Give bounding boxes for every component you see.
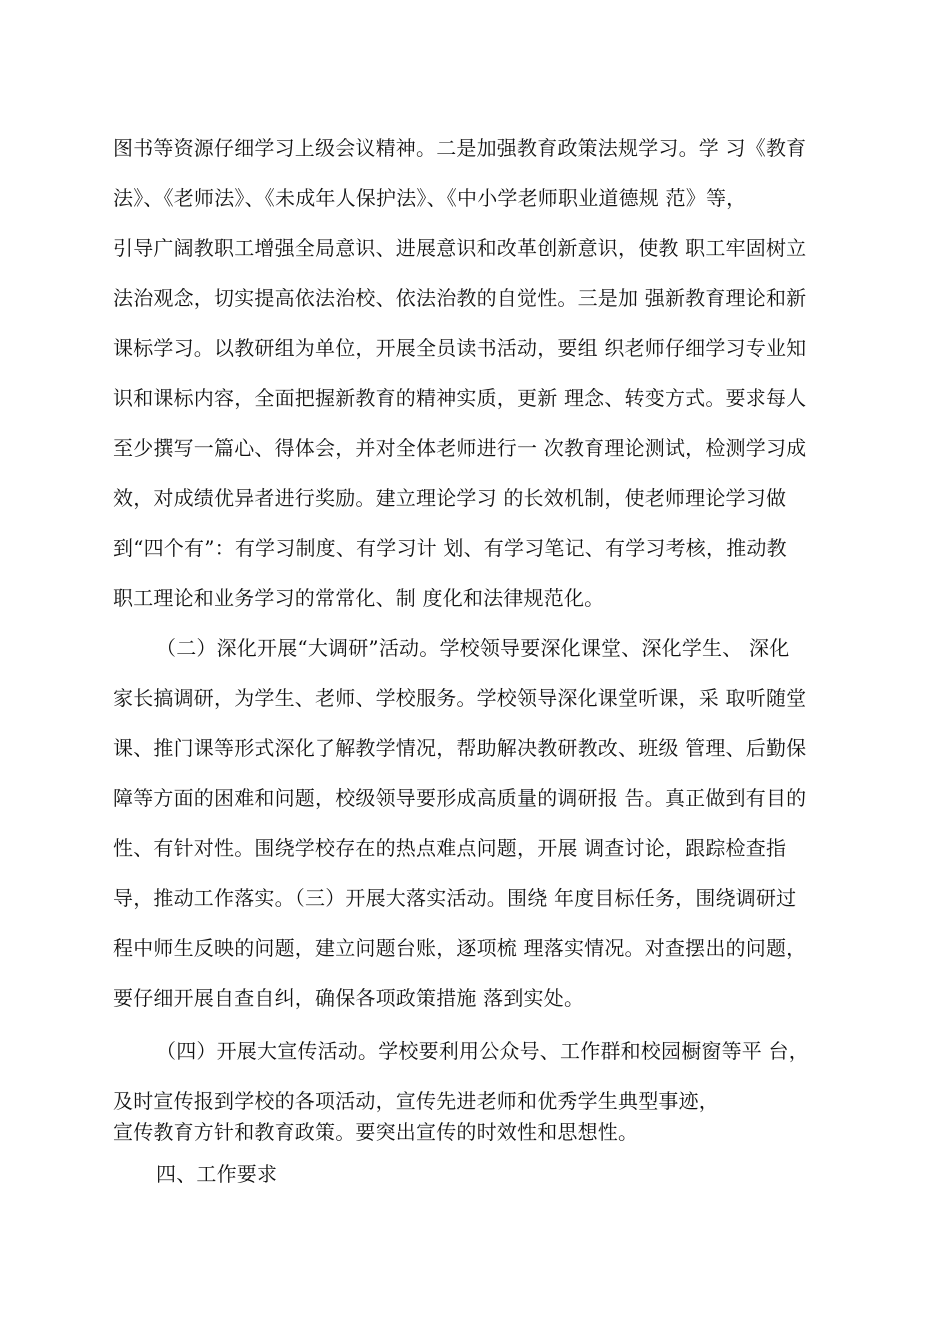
text-line: 图书等资源仔细学习上级会议精神。二是加强教育政策法规学习。学 习《教育 — [113, 136, 807, 160]
text-line: 导，推动工作落实。（三）开展大落实活动。围绕 年度目标任务，围绕调研过 — [113, 886, 797, 910]
text-line: 识和课标内容，全面把握新教育的精神实质，更新 理念、转变方式。要求每人 — [113, 386, 807, 410]
text-line: 引导广阔教职工增强全局意识、进展意识和改革创新意识，使教 职工牢固树立 — [113, 236, 807, 260]
text-line: （四）开展大宣传活动。学校要利用公众号、工作群和校园橱窗等平 台， — [156, 1039, 809, 1063]
text-line: 性、有针对性。围绕学校存在的热点难点问题，开展 调查讨论，跟踪检查指 — [113, 836, 787, 860]
text-line: 课、推门课等形式深化了解教学情况，帮助解决教研教改、班级 管理、后勤保 — [113, 736, 807, 760]
text-line: 至少撰写一篇心、得体会，并对全体老师进行一 次教育理论测试，检测学习成 — [113, 436, 807, 460]
text-line: 家长搞调研，为学生、老师、学校服务。学校领导深化课堂听课，采 取听随堂 — [113, 686, 807, 710]
text-line: （二）深化开展“大调研”活动。学校领导要深化课堂、深化学生、 深化 — [156, 636, 790, 660]
text-line: 课标学习。以教研组为单位，开展全员读书活动，要组 织老师仔细学习专业知 — [113, 336, 807, 360]
text-line: 到“四个有”：有学习制度、有学习计 划、有学习笔记、有学习考核，推动教 — [113, 536, 787, 560]
text-line: 要仔细开展自查自纠，确保各项政策措施 落到实处。 — [113, 986, 585, 1010]
text-line: 法治观念，切实提高依法治校、依法治教的自觉性。三是加 强新教育理论和新 — [113, 286, 807, 310]
text-line: 程中师生反映的问题，建立问题台账，逐项梳 理落实情况。对查摆出的问题， — [113, 936, 807, 960]
text-line: 障等方面的困难和问题，校级领导要形成高质量的调研报 告。真正做到有目的 — [113, 786, 807, 810]
text-line: 宣传教育方针和教育政策。要突出宣传的时效性和思想性。 — [113, 1120, 639, 1144]
text-line: 及时宣传报到学校的各项活动，宣传先进老师和优秀学生典型事迹， — [113, 1089, 719, 1113]
section-heading: 四、工作要求 — [156, 1162, 278, 1186]
text-line: 职工理论和业务学习的常常化、制 度化和法律规范化。 — [113, 586, 605, 610]
text-line: 效，对成绩优异者进行奖励。建立理论学习 的长效机制，使老师理论学习做 — [113, 486, 787, 510]
text-line: 法》、《老师法》、《未成年人保护法》、《中小学老师职业道德规 范》等， — [113, 186, 747, 210]
